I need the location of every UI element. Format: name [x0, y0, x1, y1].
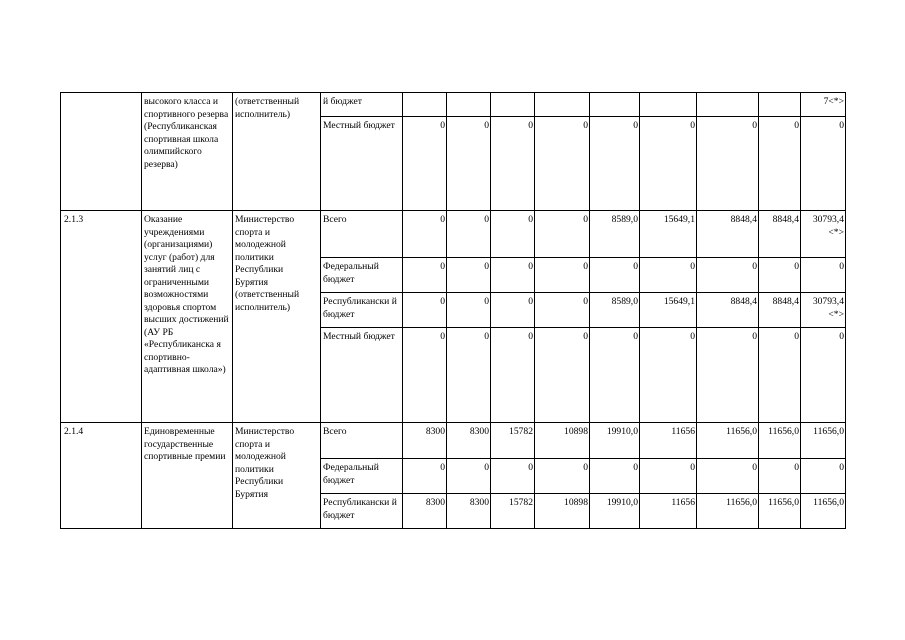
amount-cell: 0 [640, 328, 697, 423]
budget-table [60, 92, 846, 529]
amount-cell: 8589,0 [590, 293, 640, 328]
measure-name-cell: высокого класса и спортивного резерва (Республиканская спортивная школа олимпийского резерва) [142, 93, 233, 211]
amount-cell [491, 93, 535, 117]
amount-cell: 0 [491, 211, 535, 258]
measure-code-cell: 2.1.4 [61, 423, 142, 529]
table-row [61, 211, 846, 258]
measure-name-cell: Оказание учреждениями (организациями) услуг (работ) для занятий лиц с ограниченными возможностями здоровья спортом высших достижений (АУ РБ «Республиканска я спортивно-адаптивная школа») [142, 211, 233, 423]
amount-cell: 0 [801, 459, 846, 494]
amount-cell [640, 93, 697, 117]
funding-source-cell: Республикански й бюджет [321, 494, 403, 529]
amount-cell: 0 [640, 117, 697, 211]
amount-cell: 0 [590, 258, 640, 293]
amount-cell [447, 93, 491, 117]
funding-source-cell: й бюджет [321, 93, 403, 117]
amount-cell: 11656,0 [759, 423, 801, 459]
amount-cell: 19910,0 [590, 494, 640, 529]
amount-cell: 0 [801, 117, 846, 211]
amount-cell: 8300 [447, 423, 491, 459]
amount-cell: 11656,0 [697, 494, 759, 529]
amount-cell: 0 [447, 293, 491, 328]
table-row [61, 423, 846, 459]
amount-cell: 0 [447, 328, 491, 423]
amount-cell: 0 [535, 211, 590, 258]
amount-cell: 8300 [403, 494, 447, 529]
amount-cell [759, 93, 801, 117]
amount-cell: 0 [697, 117, 759, 211]
amount-cell: 0 [447, 459, 491, 494]
amount-cell: 0 [403, 328, 447, 423]
amount-cell: 0 [590, 117, 640, 211]
amount-cell: 0 [535, 293, 590, 328]
amount-cell: 15782 [491, 494, 535, 529]
amount-cell: 11656,0 [801, 423, 846, 459]
funding-source-cell: Местный бюджет [321, 117, 403, 211]
amount-cell: 0 [403, 258, 447, 293]
executor-cell: Министерство спорта и молодежной политики Республики Бурятия (ответственный исполнитель) [233, 211, 321, 423]
amount-cell: 0 [535, 459, 590, 494]
amount-cell: 0 [697, 328, 759, 423]
executor-cell: Министерство спорта и молодежной политики Республики Бурятия [233, 423, 321, 529]
executor-cell: (ответственный исполнитель) [233, 93, 321, 211]
amount-cell: 0 [697, 459, 759, 494]
amount-cell: 0 [491, 459, 535, 494]
funding-source-cell: Всего [321, 423, 403, 459]
amount-cell: 0 [535, 328, 590, 423]
amount-cell: 8848,4 [697, 211, 759, 258]
amount-cell: 0 [447, 258, 491, 293]
amount-cell: 11656,0 [697, 423, 759, 459]
amount-cell: 0 [447, 117, 491, 211]
amount-cell: 0 [801, 328, 846, 423]
funding-source-cell: Федеральный бюджет [321, 258, 403, 293]
amount-cell: 8300 [403, 423, 447, 459]
amount-cell: 15782 [491, 423, 535, 459]
amount-cell [535, 93, 590, 117]
amount-cell: 30793,4 <*> [801, 293, 846, 328]
amount-cell: 11656,0 [759, 494, 801, 529]
amount-cell: 11656 [640, 494, 697, 529]
funding-source-cell: Местный бюджет [321, 328, 403, 423]
amount-cell: 19910,0 [590, 423, 640, 459]
amount-cell: 0 [640, 459, 697, 494]
amount-cell: 0 [759, 459, 801, 494]
amount-cell: 0 [759, 328, 801, 423]
amount-cell: 0 [759, 117, 801, 211]
table-row [61, 93, 846, 117]
amount-cell: 0 [640, 258, 697, 293]
amount-cell: 0 [759, 258, 801, 293]
amount-cell: 0 [491, 117, 535, 211]
amount-cell: 0 [447, 211, 491, 258]
amount-cell [697, 93, 759, 117]
amount-cell [403, 93, 447, 117]
funding-source-cell: Всего [321, 211, 403, 258]
amount-cell: 0 [590, 459, 640, 494]
amount-cell [590, 93, 640, 117]
amount-cell: 10898 [535, 423, 590, 459]
amount-cell: 8589,0 [590, 211, 640, 258]
amount-cell: 8848,4 [759, 293, 801, 328]
amount-cell: 0 [697, 258, 759, 293]
amount-cell: 11656,0 [801, 494, 846, 529]
funding-source-cell: Республикански й бюджет [321, 293, 403, 328]
measure-code-cell: 2.1.3 [61, 211, 142, 423]
funding-source-cell: Федеральный бюджет [321, 459, 403, 494]
measure-name-cell: Единовременные государственные спортивные премии [142, 423, 233, 529]
amount-cell: 0 [403, 293, 447, 328]
amount-cell: 0 [403, 117, 447, 211]
amount-cell: 8848,4 [697, 293, 759, 328]
amount-cell: 8300 [447, 494, 491, 529]
amount-cell: 0 [491, 258, 535, 293]
amount-cell: 7<*> [801, 93, 846, 117]
amount-cell: 0 [590, 328, 640, 423]
amount-cell: 0 [535, 117, 590, 211]
amount-cell: 0 [403, 459, 447, 494]
amount-cell: 0 [491, 328, 535, 423]
amount-cell: 0 [491, 293, 535, 328]
amount-cell: 30793,4 <*> [801, 211, 846, 258]
amount-cell: 0 [403, 211, 447, 258]
amount-cell: 15649,1 [640, 211, 697, 258]
amount-cell: 15649,1 [640, 293, 697, 328]
amount-cell: 0 [801, 258, 846, 293]
amount-cell: 11656 [640, 423, 697, 459]
amount-cell: 10898 [535, 494, 590, 529]
amount-cell: 8848,4 [759, 211, 801, 258]
amount-cell: 0 [535, 258, 590, 293]
measure-code-cell [61, 93, 142, 211]
